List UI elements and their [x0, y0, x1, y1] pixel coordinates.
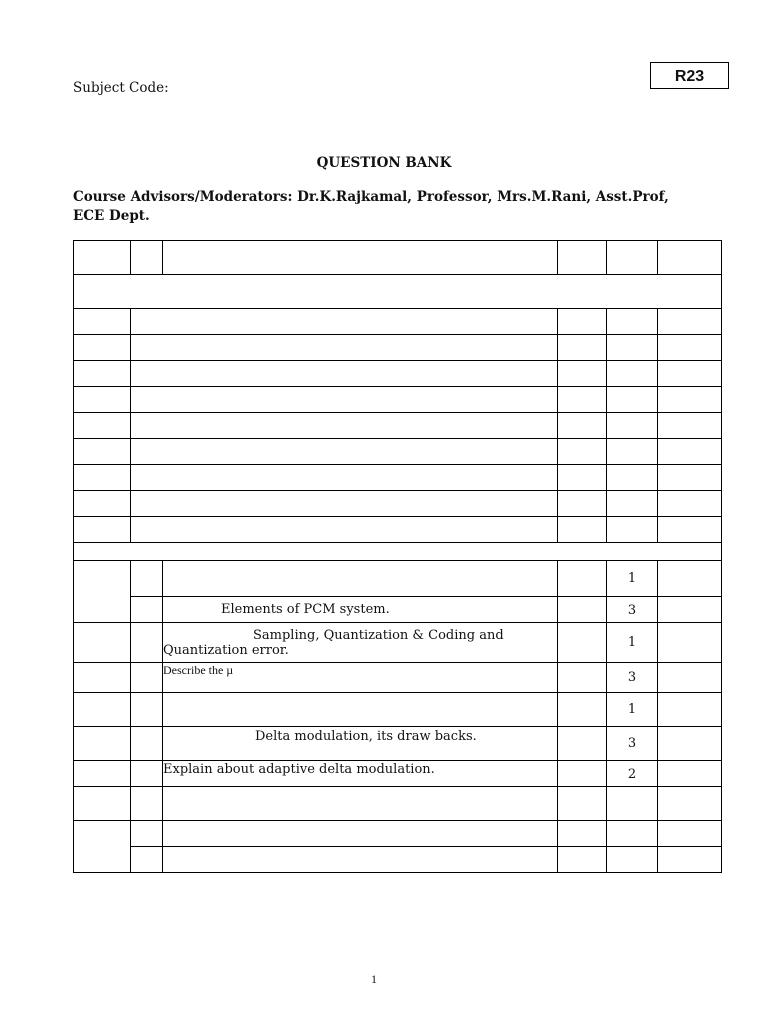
table-row	[74, 439, 722, 465]
table-row	[74, 821, 722, 847]
marks-cell: 3	[607, 597, 658, 623]
table-row	[74, 491, 722, 517]
subject-code-label: Subject Code:	[73, 80, 169, 96]
section-divider-row	[74, 543, 722, 561]
table-row	[74, 309, 722, 335]
question-text: Sampling, Quantization & Coding and Quantization error.	[163, 623, 558, 663]
question-text: Delta modulation, its draw backs.	[163, 727, 558, 761]
table-row	[74, 413, 722, 439]
document-title: QUESTION BANK	[316, 155, 452, 171]
question-bank-table	[73, 240, 722, 873]
table-row	[74, 623, 722, 663]
table-row	[74, 335, 722, 361]
table-header-row	[74, 241, 722, 275]
table-row	[74, 761, 722, 787]
marks-cell: 1	[607, 693, 658, 727]
marks-cell: 1	[607, 561, 658, 597]
table-row	[74, 727, 722, 761]
question-text: Elements of PCM system.	[163, 597, 558, 623]
table-row	[74, 787, 722, 821]
unit-heading-row	[74, 275, 722, 309]
question-text: Describe the µ	[163, 663, 558, 693]
table-row	[74, 847, 722, 873]
marks-cell: 3	[607, 663, 658, 693]
table-row	[74, 597, 722, 623]
table-row	[74, 387, 722, 413]
table-row	[74, 465, 722, 491]
marks-cell: 1	[607, 623, 658, 663]
marks-cell: 2	[607, 761, 658, 787]
table-row	[74, 517, 722, 543]
table-row	[74, 361, 722, 387]
course-advisors: Course Advisors/Moderators: Dr.K.Rajkamal, Professor, Mrs.M.Rani, Asst.Prof, ECE Dept.	[73, 189, 669, 224]
table-row	[74, 693, 722, 727]
marks-cell: 3	[607, 727, 658, 761]
page-number: 1	[371, 972, 377, 986]
regulation-box: R23	[650, 62, 729, 89]
question-text: Explain about adaptive delta modulation.	[163, 761, 558, 787]
table-row	[74, 663, 722, 693]
table-row	[74, 561, 722, 597]
